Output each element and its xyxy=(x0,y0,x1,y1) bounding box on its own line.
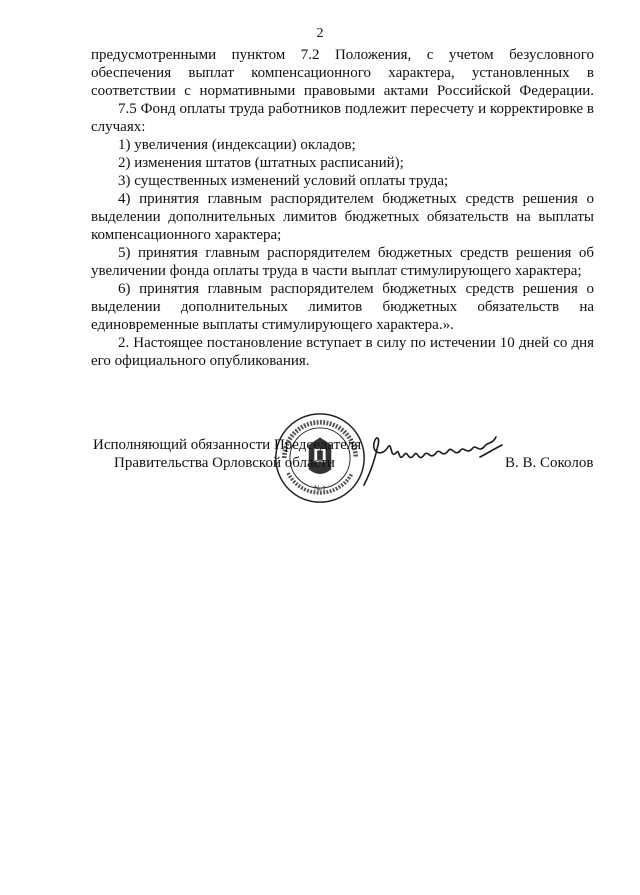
signer-title-line-2: Правительства Орловской области xyxy=(114,455,335,471)
page-number: 2 xyxy=(316,26,324,41)
list-item-2 xyxy=(91,154,594,172)
paragraph-text: 4) принятия главным распорядителем бюджетных средств решения о выделении дополнительных лимитов бюджетных обязательств на выплаты компенсационного характера; xyxy=(91,191,594,243)
paragraph-text: 7.5 Фонд оплаты труда работников подлежит пересчету и корректировке в случаях: xyxy=(91,101,594,135)
paragraph-text: 2) изменения штатов (штатных расписаний); xyxy=(118,155,404,171)
paragraph-text: 3) существенных изменений условий оплаты труда; xyxy=(118,173,449,189)
svg-text:№1: №1 xyxy=(313,482,327,493)
handwritten-signature-icon xyxy=(360,423,510,493)
paragraph-continuation xyxy=(91,46,594,100)
paragraph-text: предусмотренными пунктом 7.2 Положения, с учетом безусловного обеспечения выплат компенсационного характера, установленных в соответствии с нормативными правовыми актами Российской Федерации. xyxy=(91,47,594,99)
paragraph-text: 6) принятия главным распорядителем бюджетных средств решения о выделении дополнительных лимитов бюджетных обязательств на единовременные выплаты стимулирующего характера.». xyxy=(91,281,594,333)
paragraph-7-5 xyxy=(91,100,594,136)
list-item-4 xyxy=(91,190,594,244)
paragraph-text: 1) увеличения (индексации) окладов; xyxy=(118,137,356,153)
list-item-6 xyxy=(91,280,594,334)
paragraph-text: 2. Настоящее постановление вступает в силу по истечении 10 дней со дня его официального опубликования. xyxy=(91,335,594,369)
signer-name: В. В. Соколов xyxy=(505,455,594,471)
paragraph-text: 5) принятия главным распорядителем бюджетных средств решения об увеличении фонда оплаты труда в части выплат стимулирующего характера; xyxy=(91,245,594,279)
signer-title-line-1: Исполняющий обязанности Председателя xyxy=(93,437,362,453)
list-item-3 xyxy=(91,172,594,190)
document-body xyxy=(91,46,594,370)
list-item-5 xyxy=(91,244,594,280)
paragraph-effective-date xyxy=(91,334,594,370)
signature-block xyxy=(0,433,640,513)
list-item-1 xyxy=(91,136,594,154)
